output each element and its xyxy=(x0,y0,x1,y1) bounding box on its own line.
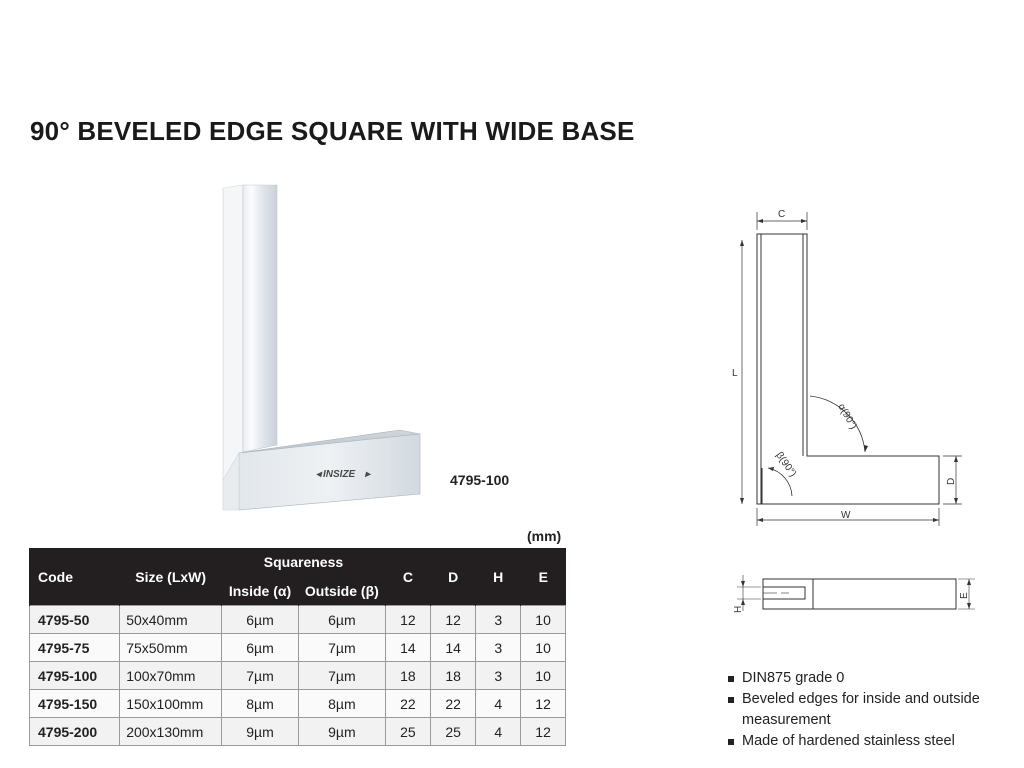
cell-d: 22 xyxy=(431,690,476,718)
feature-item: Beveled edges for inside and outside measurement xyxy=(726,689,1016,731)
table-header-row xyxy=(30,548,566,576)
dim-l-label: L xyxy=(732,368,738,379)
cell-size: 200x130mm xyxy=(120,718,222,746)
cell-code: 4795-50 xyxy=(30,606,120,634)
cell-inside: 7µm xyxy=(222,662,299,690)
dimension-drawing xyxy=(720,200,980,540)
cell-inside: 6µm xyxy=(222,634,299,662)
cell-c: 18 xyxy=(385,662,430,690)
table-row xyxy=(30,662,566,690)
cell-h: 4 xyxy=(476,718,521,746)
dim-alpha-label: α(90°) xyxy=(835,402,859,432)
cell-c: 22 xyxy=(385,690,430,718)
header-inside: Inside (α) xyxy=(222,576,299,606)
cell-c: 12 xyxy=(385,606,430,634)
dim-e-label: E xyxy=(959,592,970,599)
svg-text:▸: ▸ xyxy=(365,469,371,480)
header-h: H xyxy=(476,548,521,606)
dim-beta-label: β(90°) xyxy=(773,450,799,480)
feature-item: Made of hardened stainless steel xyxy=(726,731,1016,752)
feature-item: DIN875 grade 0 xyxy=(726,668,1016,689)
cell-size: 150x100mm xyxy=(120,690,222,718)
svg-text:◂: ◂ xyxy=(316,469,322,480)
table-row xyxy=(30,634,566,662)
cell-d: 14 xyxy=(431,634,476,662)
svg-text:INSIZE: INSIZE xyxy=(323,469,356,480)
cell-e: 10 xyxy=(521,606,566,634)
cell-d: 25 xyxy=(431,718,476,746)
cell-inside: 6µm xyxy=(222,606,299,634)
cell-c: 25 xyxy=(385,718,430,746)
header-c: C xyxy=(385,548,430,606)
dim-w-label: W xyxy=(841,510,851,521)
cell-inside: 8µm xyxy=(222,690,299,718)
cell-e: 12 xyxy=(521,690,566,718)
cell-d: 12 xyxy=(431,606,476,634)
cell-e: 10 xyxy=(521,634,566,662)
photo-caption: 4795-100 xyxy=(450,472,510,488)
cell-outside: 8µm xyxy=(298,690,385,718)
header-size: Size (LxW) xyxy=(120,548,222,606)
cell-e: 12 xyxy=(521,718,566,746)
table-row xyxy=(30,718,566,746)
cell-outside: 9µm xyxy=(298,718,385,746)
page-title: 90° BEVELED EDGE SQUARE WITH WIDE BASE xyxy=(30,116,635,146)
cell-d: 18 xyxy=(431,662,476,690)
header-code: Code xyxy=(30,548,120,606)
cell-size: 75x50mm xyxy=(120,634,222,662)
cell-h: 3 xyxy=(476,606,521,634)
feature-list xyxy=(726,668,1016,752)
table-row xyxy=(30,690,566,718)
spec-table xyxy=(29,548,566,746)
header-outside: Outside (β) xyxy=(298,576,385,606)
cell-code: 4795-100 xyxy=(30,662,120,690)
dim-h-label: H xyxy=(733,605,744,613)
product-photo xyxy=(215,180,455,520)
cell-code: 4795-200 xyxy=(30,718,120,746)
cell-h: 3 xyxy=(476,662,521,690)
cell-c: 14 xyxy=(385,634,430,662)
cell-h: 4 xyxy=(476,690,521,718)
table-row xyxy=(30,606,566,634)
header-squareness: Squareness xyxy=(222,548,386,576)
cell-h: 3 xyxy=(476,634,521,662)
cell-outside: 6µm xyxy=(298,606,385,634)
cell-code: 4795-75 xyxy=(30,634,120,662)
dim-c-label: C xyxy=(778,209,786,220)
header-d: D xyxy=(431,548,476,606)
cell-inside: 9µm xyxy=(222,718,299,746)
dim-d-label: D xyxy=(946,477,957,485)
cell-size: 100x70mm xyxy=(120,662,222,690)
cell-size: 50x40mm xyxy=(120,606,222,634)
cell-outside: 7µm xyxy=(298,662,385,690)
side-view-drawing xyxy=(725,565,975,627)
unit-label: (mm) xyxy=(527,528,562,544)
cell-e: 10 xyxy=(521,662,566,690)
cell-code: 4795-150 xyxy=(30,690,120,718)
header-e: E xyxy=(521,548,566,606)
cell-outside: 7µm xyxy=(298,634,385,662)
